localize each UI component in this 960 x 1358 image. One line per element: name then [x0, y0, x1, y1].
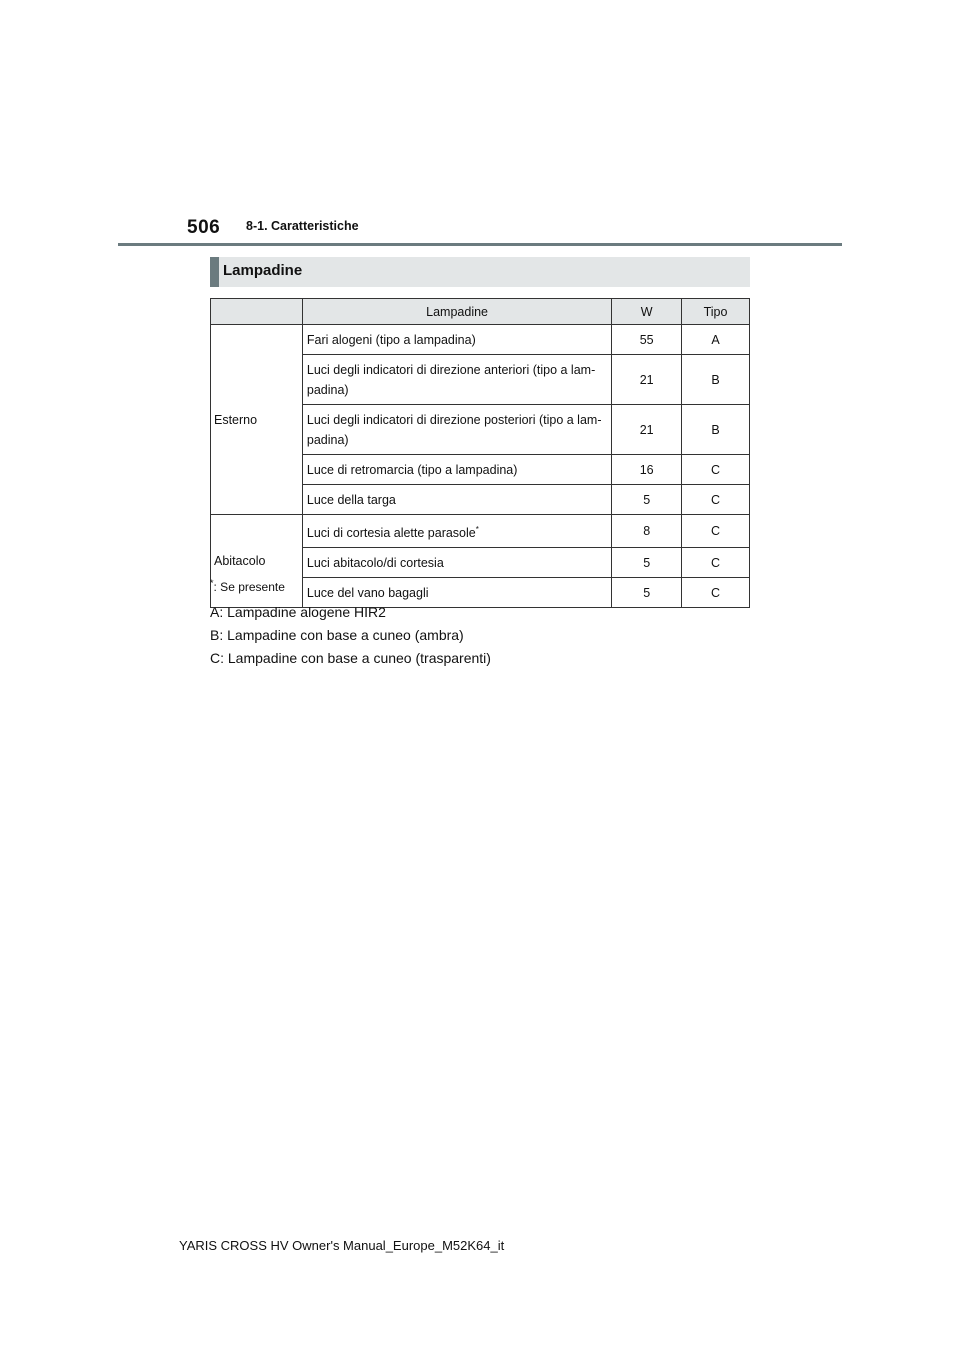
- legend-item-b: B: Lampadine con base a cuneo (ambra): [210, 627, 464, 643]
- wattage-cell: 5: [612, 485, 682, 515]
- wattage-cell: 16: [612, 455, 682, 485]
- bulb-cell: [302, 405, 611, 455]
- bulb-cell: Luce della targa: [302, 485, 611, 515]
- wattage-cell: 8: [612, 515, 682, 548]
- bulb-cell: Luce di retromarcia (tipo a lampadina): [302, 455, 611, 485]
- column-header-type: Tipo: [682, 299, 750, 325]
- wattage-cell: 5: [612, 548, 682, 578]
- bulb-text: Luci degli indicatori di direzione anteriori (tipo a lam- padina): [306, 363, 596, 397]
- header-divider: [118, 243, 842, 246]
- section-heading-label: Lampadine: [223, 262, 303, 279]
- page-footer: YARIS CROSS HV Owner's Manual_Europe_M52K64_it: [179, 1238, 505, 1253]
- bulb-cell: Luce del vano bagagli: [302, 578, 611, 608]
- type-cell: B: [682, 355, 750, 405]
- wattage-cell: 5: [612, 578, 682, 608]
- wattage-cell: 21: [612, 355, 682, 405]
- bulb-cell: Luci abitacolo/di cortesia: [302, 548, 611, 578]
- type-cell: B: [682, 405, 750, 455]
- table-row: [211, 325, 750, 355]
- type-cell: A: [682, 325, 750, 355]
- bulb-text: Luci di cortesia alette parasole: [306, 526, 476, 541]
- wattage-cell: 21: [612, 405, 682, 455]
- bulb-cell: [302, 515, 611, 548]
- type-cell: C: [682, 548, 750, 578]
- legend-item-c: C: Lampadine con base a cuneo (trasparenti): [210, 650, 491, 666]
- type-cell: C: [682, 578, 750, 608]
- page-number: 506: [187, 217, 221, 238]
- wattage-cell: 55: [612, 325, 682, 355]
- footnote-marker: *: [475, 525, 479, 534]
- heading-accent-bar: [210, 257, 219, 287]
- bulb-text: Luci degli indicatori di direzione posteriori (tipo a lam- padina): [306, 413, 602, 447]
- table-header-row: [211, 299, 750, 325]
- group-cell-esterno: Esterno: [211, 325, 303, 515]
- bulb-cell: Fari alogeni (tipo a lampadina): [302, 325, 611, 355]
- bulb-cell: [302, 355, 611, 405]
- table-row: [211, 515, 750, 548]
- footnote: [210, 578, 285, 594]
- footnote-mark: *: [210, 578, 214, 588]
- footnote-text: : Se presente: [213, 580, 285, 594]
- group-cell-abitacolo: Abitacolo: [211, 515, 303, 608]
- section-heading: [210, 257, 750, 287]
- type-cell: C: [682, 515, 750, 548]
- legend-item-a: A: Lampadine alogene HIR2: [210, 604, 386, 620]
- type-cell: C: [682, 455, 750, 485]
- page-header: [0, 0, 960, 250]
- type-cell: C: [682, 485, 750, 515]
- column-header-bulb: Lampadine: [302, 299, 611, 325]
- section-title: 8-1. Caratteristiche: [246, 219, 359, 233]
- column-header-w: W: [612, 299, 682, 325]
- column-header-group: [211, 299, 303, 325]
- bulbs-table: [210, 298, 750, 608]
